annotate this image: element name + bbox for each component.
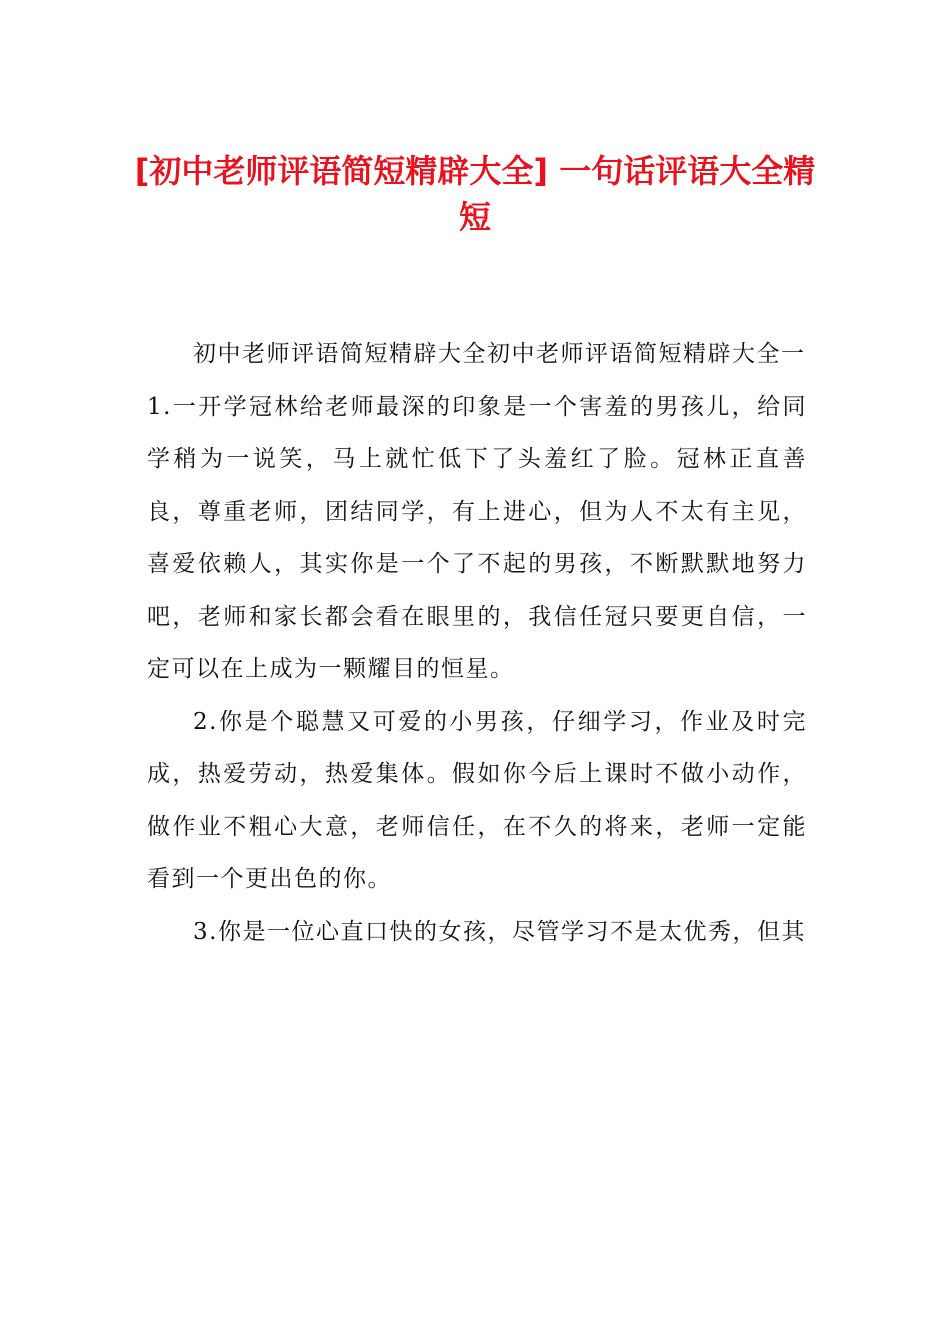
- paragraph-intro: 初中老师评语简短精辟大全初中老师评语简短精辟大全一: [193, 341, 806, 367]
- paragraph-item-3: 3.你是一位心直口快的女孩，尽管学习不是太优秀，但其: [193, 918, 806, 945]
- paragraph-item-2: 2.你是个聪慧又可爱的小男孩，仔细学习，作业及时完成，热爱劳动，热爱集体。假如你今后上课时不做小动作，做作业不粗心大意，老师信任，在不久的将来，老师一定能看到一个更出色的你。: [147, 708, 807, 892]
- document-title: [初中老师评语简短精辟大全] 一句话评语大全精短: [134, 152, 816, 236]
- document-body: [147, 328, 807, 958]
- paragraph-item-1: 1.一开学冠林给老师最深的印象是一个害羞的男孩儿，给同学稍为一说笑，马上就忙低下了头羞红了脸。冠林正直善良，尊重老师，团结同学，有上进心，但为人不太有主见，喜爱依赖人，其实你是一个了不起的男孩，不断默默地努力吧，老师和家长都会看在眼里的，我信任冠只要更自信，一定可以在上成为一颗耀目的恒星。: [147, 393, 807, 682]
